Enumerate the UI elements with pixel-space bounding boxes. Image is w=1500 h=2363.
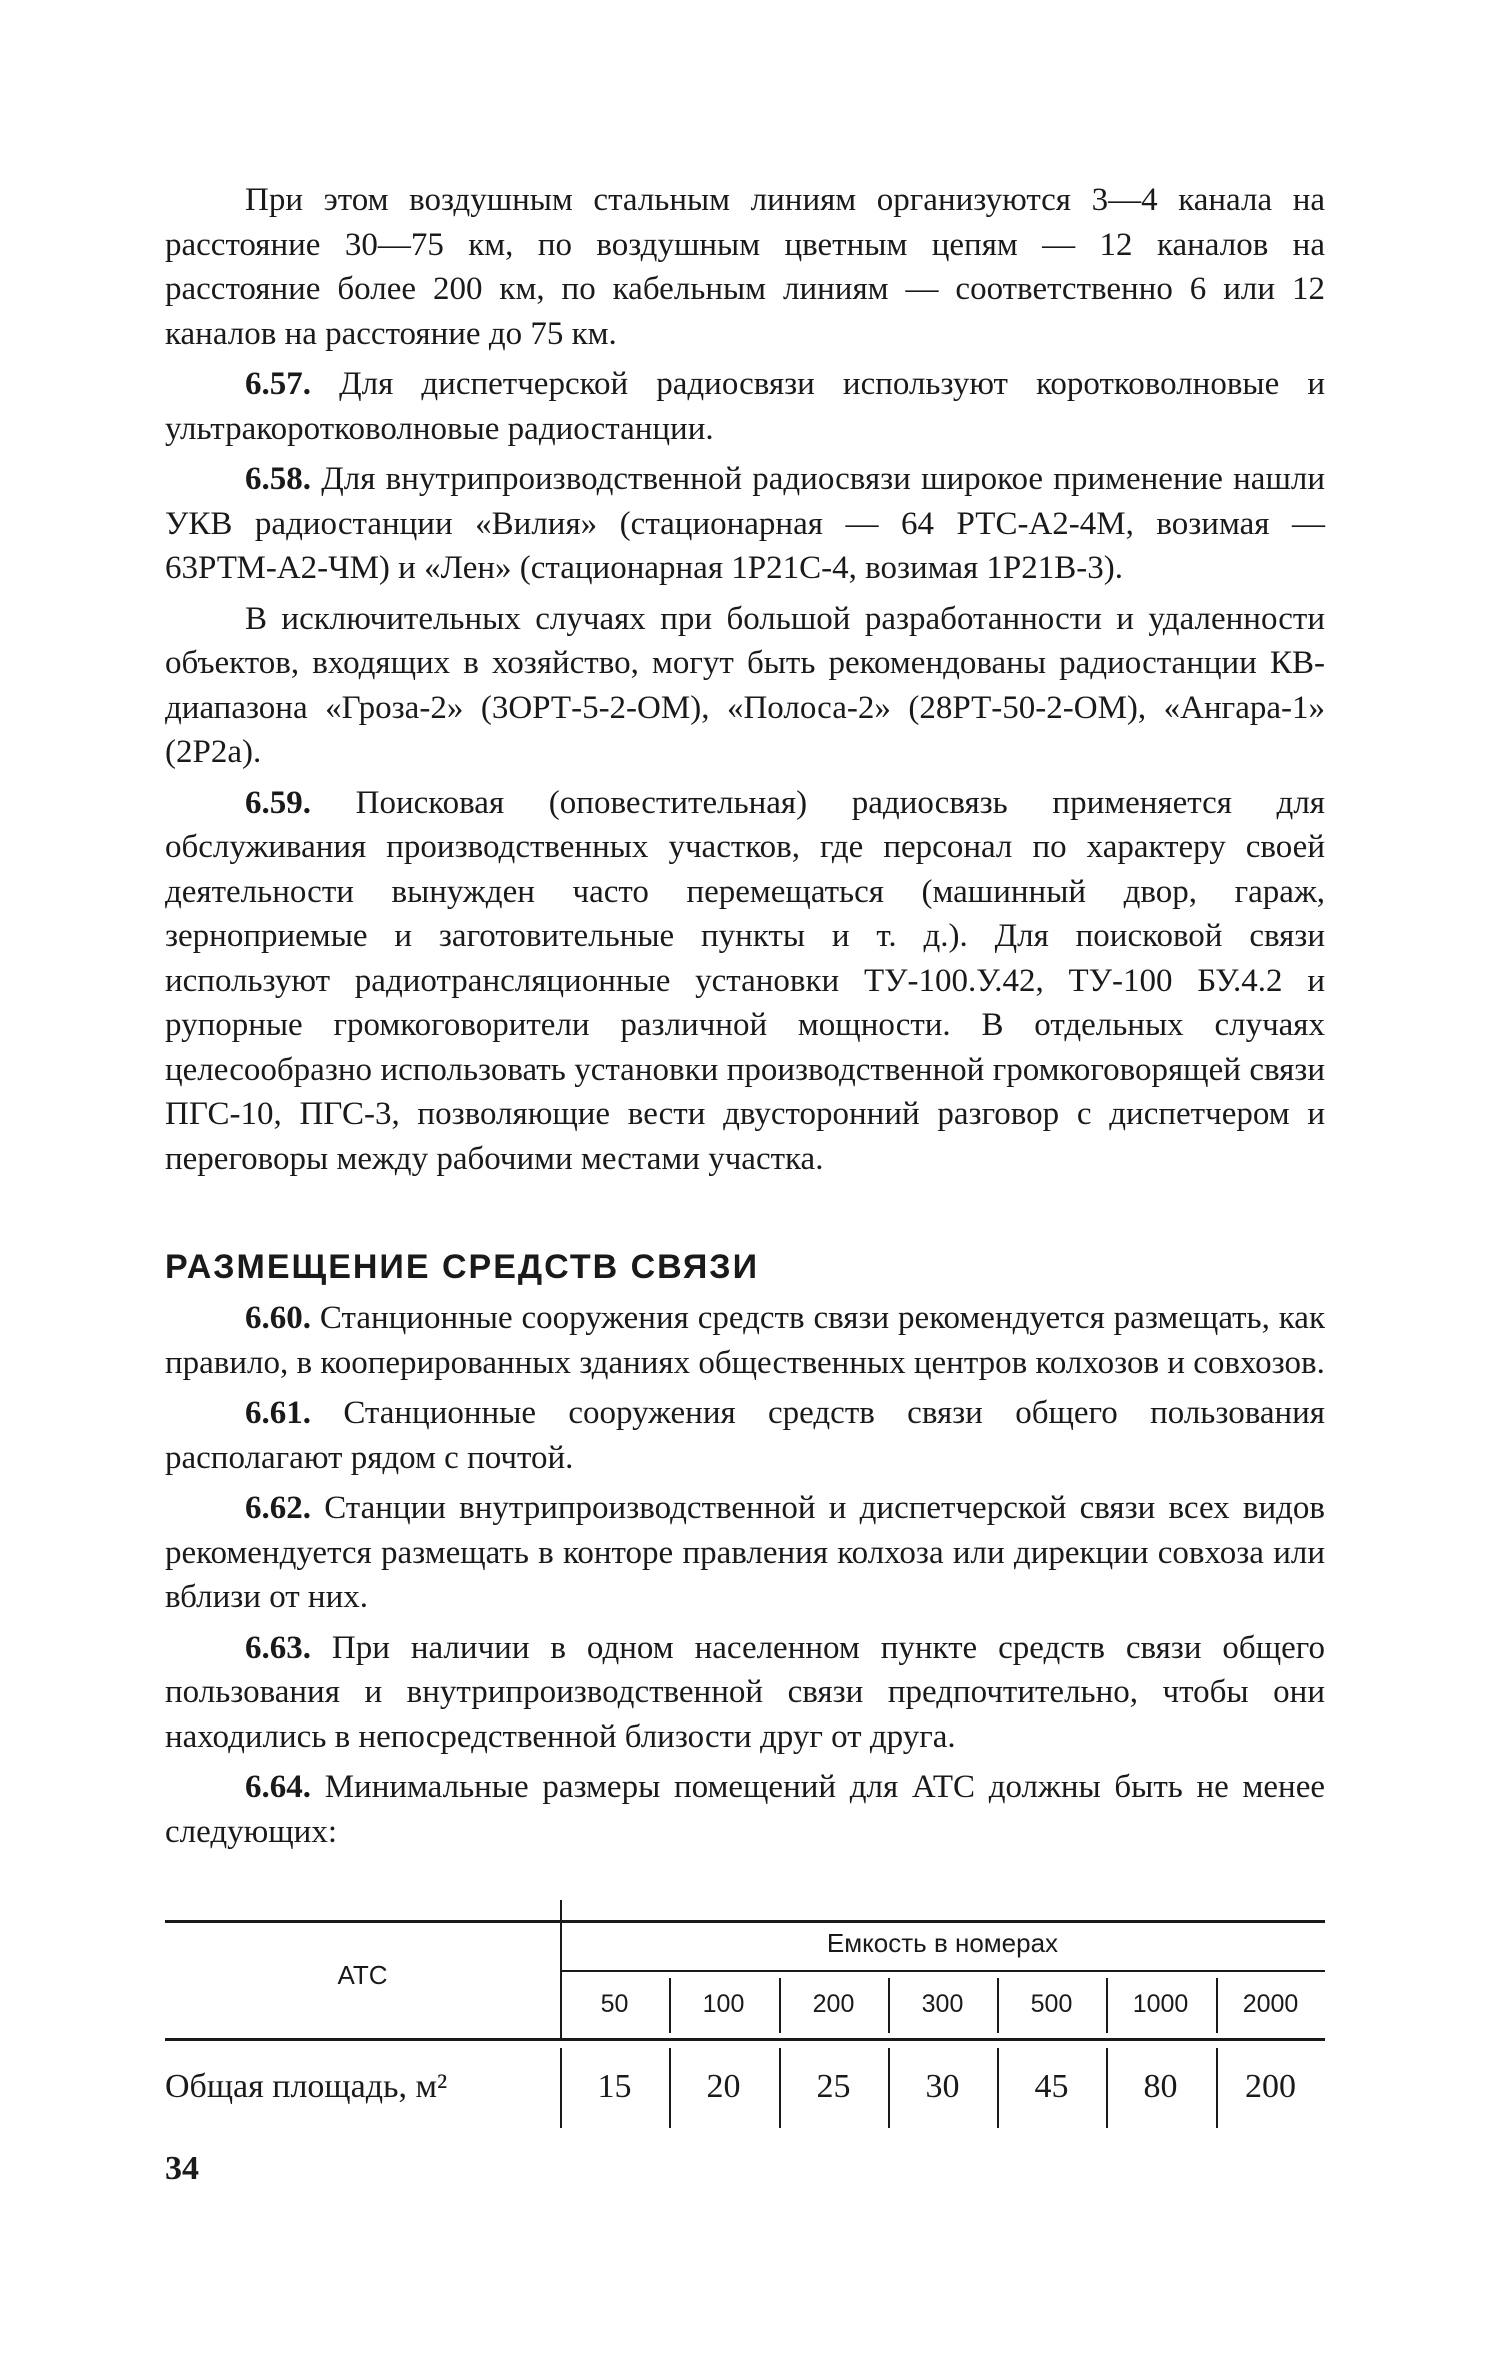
capacity-header-cell: 300 [921,1990,964,2018]
paragraph-channels: При этом воздушным стальным линиям организуются 3—4 канала на расстояние 30—75 км, по воздушным цветным цепям — 12 каналов на расстояние более 200 км, по кабельным линиям — соответственно 6 или 12 каналов на расстояние до 75 км. [165,182,1325,352]
capacity-header-cell: 500 [1030,1990,1073,2018]
column-divider [560,1900,562,2040]
paragraph-6-61 [165,1391,1325,1480]
table-row-label: Общая площадь, м² [165,2068,448,2105]
paragraph-text: Для внутрипроизводственной радиосвязи широкое применение нашли УКВ радиостанции «Вилия» (стационарная — 64 РТС-А2-4М, возимая — 63РТМ-А2-ЧМ) и «Лен» (стационарная 1Р21С-4, возимая 1Р21В-3). [165,461,1325,586]
paragraph-6-64 [165,1765,1325,1854]
paragraph-text: Для диспетчерской радиосвязи используют коротковолновые и ультракоротковолновые радиостанции. [165,366,1325,447]
area-value-cell: 25 [816,2068,851,2105]
column-divider [888,2048,890,2128]
capacity-header-cell: 100 [702,1990,745,2018]
column-divider [997,2048,999,2128]
paragraph-text: Минимальные размеры помещений для АТС должны быть не менее следующих: [165,1769,1325,1850]
text-block-2 [165,1296,1325,1854]
paragraph-6-59 [165,781,1325,1182]
section-number: 6.57. [245,366,311,402]
section-number: 6.58. [245,461,311,497]
capacity-header-cell: 2000 [1242,1990,1299,2018]
paragraph-6-60 [165,1296,1325,1385]
area-value-cell: 45 [1034,2068,1069,2105]
column-divider [779,2048,781,2128]
paragraph-text: При наличии в одном населенном пункте средств связи общего пользования и внутрипроизводственной связи предпочтительно, чтобы они находились в непосредственной близости друг от друга. [165,1629,1325,1755]
column-divider [669,1978,671,2033]
column-divider [779,1978,781,2033]
column-divider [560,2048,562,2128]
table-group-header: Емкость в номерах [826,1928,1059,1958]
section-number: 6.61. [245,1395,311,1431]
section-number: 6.64. [245,1769,311,1805]
area-value-cell: 80 [1143,2068,1178,2105]
column-divider [1216,1978,1218,2033]
section-number: 6.62. [245,1490,311,1526]
area-value-cell: 200 [1245,2068,1296,2105]
area-value-cell: 15 [597,2068,632,2105]
column-divider [669,2048,671,2128]
paragraph-text: Станционные сооружения средств связи общего пользования располагают рядом с почтой. [165,1395,1325,1476]
paragraph-6-57 [165,362,1325,451]
paragraph-text: Станционные сооружения средств связи рекомендуется размещать, как правило, в кооперированных зданиях общественных центров колхозов и совхозов. [165,1300,1325,1381]
column-divider [997,1978,999,2033]
section-number: 6.60. [245,1300,311,1336]
table-subheader-rule [560,1970,1325,1972]
capacity-header-cell: 200 [812,1990,855,2018]
capacity-header-cell: 1000 [1132,1990,1189,2018]
table-top-rule [165,1920,1325,1923]
area-value-cell: 30 [925,2068,960,2105]
paragraph-6-62 [165,1486,1325,1620]
section-heading: РАЗМЕЩЕНИЕ СРЕДСТВ СВЯЗИ [165,1248,760,1286]
page-number: 34 [165,2150,199,2187]
paragraph-hf-radio: В исключительных случаях при большой разработанности и удаленности объектов, входящих в хозяйство, могут быть рекомендованы радиостанции КВ-диапазона «Гроза-2» (3ОРТ-5-2-ОМ), «Полоса-2» (28РТ-50-2-ОМ), «Ангара-1» (2Р2а). [165,600,1325,770]
paragraph-6-58 [165,457,1325,591]
column-divider [1106,2048,1108,2128]
column-divider [888,1978,890,2033]
section-number: 6.63. [245,1629,311,1666]
paragraph-6-63 [165,1626,1325,1760]
paragraph-text: Станции внутрипроизводственной и диспетчерской связи всех видов рекомендуется размещать в конторе правления колхоза или дирекции совхоза или вблизи от них. [165,1490,1325,1615]
text-block-1 [165,178,1325,1181]
column-divider [1216,2048,1218,2128]
capacity-header-cell: 50 [600,1990,629,2018]
section-number: 6.59. [245,784,311,821]
table-row-header: АТС [337,1960,388,1990]
paragraph-text: Поисковая (оповестительная) радиосвязь применяется для обслуживания производственных участков, где персонал по характеру своей деятельности вынужден часто перемещаться (машинный двор, гараж, зерноприемые и заготовительные пункты и т. д.). Для поисковой связи используют радиотрансляционные установки ТУ-100.У.42, ТУ-100 БУ.4.2 и рупорные громкоговорители различной мощности. В отдельных случаях целесообразно использовать установки производственной громкоговорящей связи ПГС-10, ПГС-3, позволяющие вести двусторонний разговор с диспетчером и переговоры между рабочими местами участка. [165,784,1325,1177]
column-divider [1106,1978,1108,2033]
area-value-cell: 20 [706,2068,741,2105]
table-header-rule [165,2038,1325,2041]
